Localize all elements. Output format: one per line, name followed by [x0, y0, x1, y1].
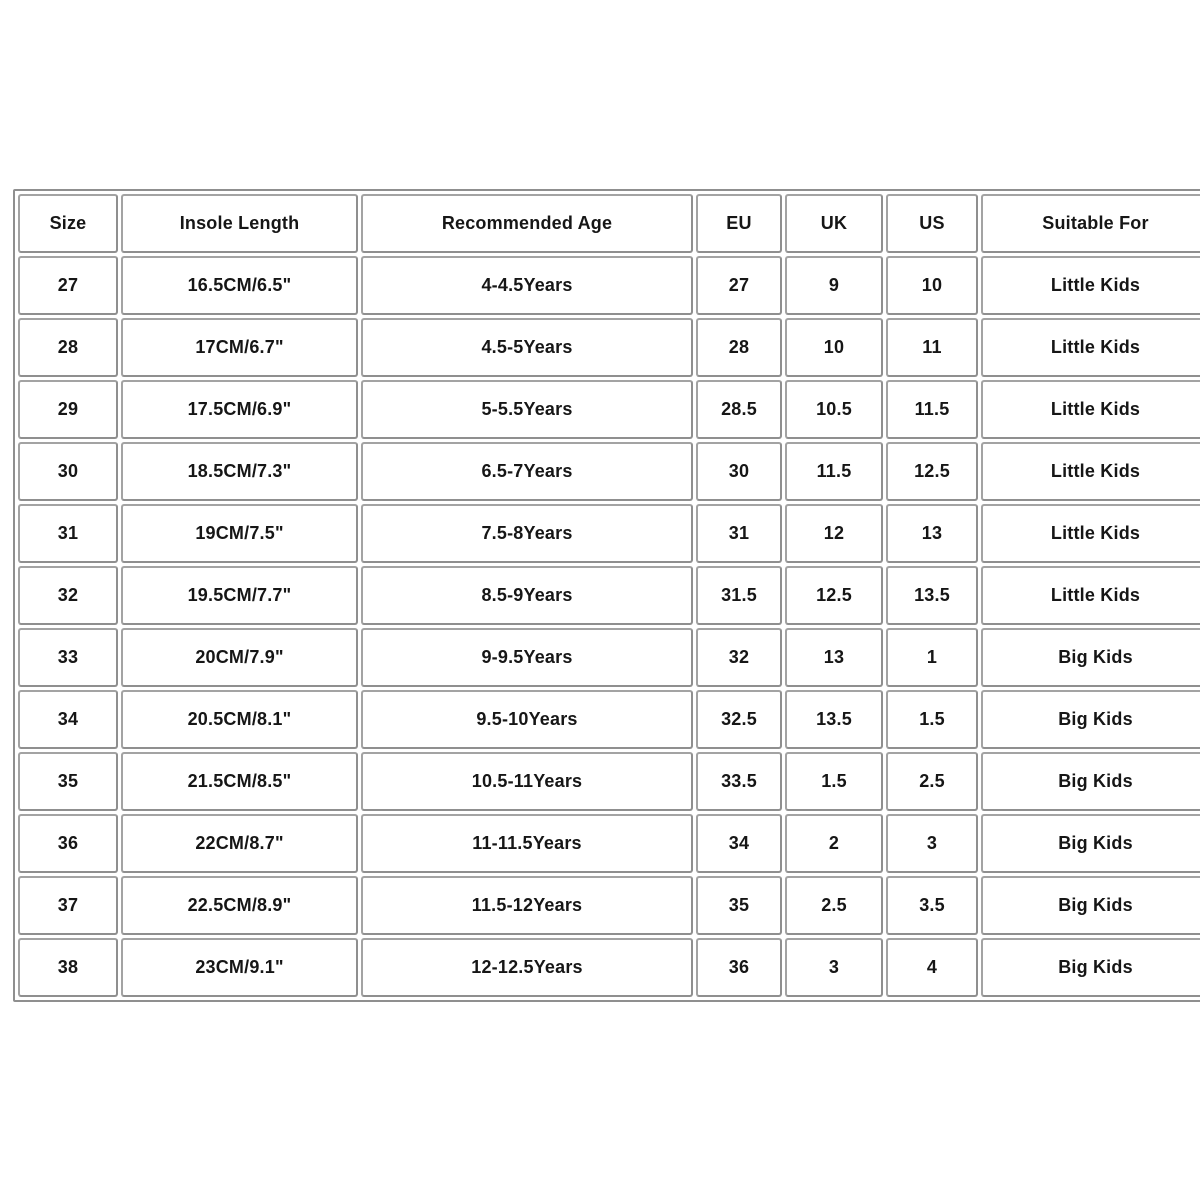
table-row	[18, 752, 1200, 811]
table-cell: 4	[886, 938, 978, 997]
table-cell: 9-9.5Years	[361, 628, 693, 687]
table-row	[18, 690, 1200, 749]
table-cell: 1.5	[785, 752, 883, 811]
table-cell: 36	[18, 814, 118, 873]
table-row	[18, 628, 1200, 687]
table-cell: 28	[696, 318, 782, 377]
table-cell: 18.5CM/7.3"	[121, 442, 358, 501]
table-cell: Big Kids	[981, 752, 1200, 811]
table-row	[18, 814, 1200, 873]
table-cell: 2.5	[785, 876, 883, 935]
table-cell: 11.5	[886, 380, 978, 439]
table-cell: 3.5	[886, 876, 978, 935]
header-recommended-age: Recommended Age	[361, 194, 693, 253]
table-cell: 36	[696, 938, 782, 997]
table-row	[18, 876, 1200, 935]
table-cell: 9	[785, 256, 883, 315]
table-cell: 10	[785, 318, 883, 377]
table-cell: 32	[18, 566, 118, 625]
table-cell: Little Kids	[981, 504, 1200, 563]
header-size: Size	[18, 194, 118, 253]
table-cell: Big Kids	[981, 814, 1200, 873]
table-cell: 17CM/6.7"	[121, 318, 358, 377]
table-cell: 11-11.5Years	[361, 814, 693, 873]
table-cell: 2	[785, 814, 883, 873]
table-cell: 10	[886, 256, 978, 315]
table-row	[18, 380, 1200, 439]
table-cell: 10.5	[785, 380, 883, 439]
table-cell: Big Kids	[981, 876, 1200, 935]
header-insole-length: Insole Length	[121, 194, 358, 253]
table-cell: Big Kids	[981, 690, 1200, 749]
table-cell: 30	[696, 442, 782, 501]
table-cell: 3	[886, 814, 978, 873]
table-cell: Little Kids	[981, 566, 1200, 625]
table-cell: 38	[18, 938, 118, 997]
header-eu: EU	[696, 194, 782, 253]
table-cell: 34	[18, 690, 118, 749]
table-cell: 30	[18, 442, 118, 501]
table-cell: Little Kids	[981, 442, 1200, 501]
table-cell: 31.5	[696, 566, 782, 625]
table-cell: 16.5CM/6.5"	[121, 256, 358, 315]
table-cell: 12	[785, 504, 883, 563]
table-cell: 35	[18, 752, 118, 811]
table-cell: 23CM/9.1"	[121, 938, 358, 997]
table-row	[18, 566, 1200, 625]
table-cell: 17.5CM/6.9"	[121, 380, 358, 439]
table-cell: 28	[18, 318, 118, 377]
table-cell: 34	[696, 814, 782, 873]
table-cell: 20.5CM/8.1"	[121, 690, 358, 749]
table-row	[18, 442, 1200, 501]
table-cell: 9.5-10Years	[361, 690, 693, 749]
table-cell: 28.5	[696, 380, 782, 439]
table-cell: 20CM/7.9"	[121, 628, 358, 687]
table-cell: 19CM/7.5"	[121, 504, 358, 563]
table-cell: 6.5-7Years	[361, 442, 693, 501]
table-cell: 32.5	[696, 690, 782, 749]
table-row	[18, 504, 1200, 563]
table-cell: 4-4.5Years	[361, 256, 693, 315]
size-table-body	[18, 256, 1200, 997]
table-cell: 22.5CM/8.9"	[121, 876, 358, 935]
table-cell: 1	[886, 628, 978, 687]
table-row	[18, 318, 1200, 377]
table-cell: 11.5-12Years	[361, 876, 693, 935]
table-cell: 35	[696, 876, 782, 935]
header-uk: UK	[785, 194, 883, 253]
header-suitable-for: Suitable For	[981, 194, 1200, 253]
table-cell: 32	[696, 628, 782, 687]
table-cell: 8.5-9Years	[361, 566, 693, 625]
table-cell: 31	[696, 504, 782, 563]
table-cell: 21.5CM/8.5"	[121, 752, 358, 811]
table-cell: Big Kids	[981, 628, 1200, 687]
table-cell: 27	[696, 256, 782, 315]
table-row	[18, 256, 1200, 315]
table-cell: 33.5	[696, 752, 782, 811]
table-cell: 5-5.5Years	[361, 380, 693, 439]
table-cell: 4.5-5Years	[361, 318, 693, 377]
table-cell: 7.5-8Years	[361, 504, 693, 563]
table-cell: 13	[785, 628, 883, 687]
kids-shoe-size-chart-table	[13, 189, 1200, 1002]
table-cell: 29	[18, 380, 118, 439]
table-cell: 1.5	[886, 690, 978, 749]
table-cell: 11	[886, 318, 978, 377]
table-cell: 2.5	[886, 752, 978, 811]
table-cell: 37	[18, 876, 118, 935]
table-cell: 31	[18, 504, 118, 563]
table-cell: 13	[886, 504, 978, 563]
table-cell: Little Kids	[981, 318, 1200, 377]
header-us: US	[886, 194, 978, 253]
table-cell: 19.5CM/7.7"	[121, 566, 358, 625]
table-cell: 12-12.5Years	[361, 938, 693, 997]
table-cell: 12.5	[886, 442, 978, 501]
table-cell: 33	[18, 628, 118, 687]
table-cell: 10.5-11Years	[361, 752, 693, 811]
table-row	[18, 938, 1200, 997]
table-cell: 11.5	[785, 442, 883, 501]
table-cell: 22CM/8.7"	[121, 814, 358, 873]
table-cell: 3	[785, 938, 883, 997]
table-cell: Little Kids	[981, 380, 1200, 439]
table-cell: 27	[18, 256, 118, 315]
table-cell: 13.5	[785, 690, 883, 749]
table-cell: Little Kids	[981, 256, 1200, 315]
table-cell: 13.5	[886, 566, 978, 625]
table-cell: Big Kids	[981, 938, 1200, 997]
table-cell: 12.5	[785, 566, 883, 625]
header-row	[18, 194, 1200, 253]
